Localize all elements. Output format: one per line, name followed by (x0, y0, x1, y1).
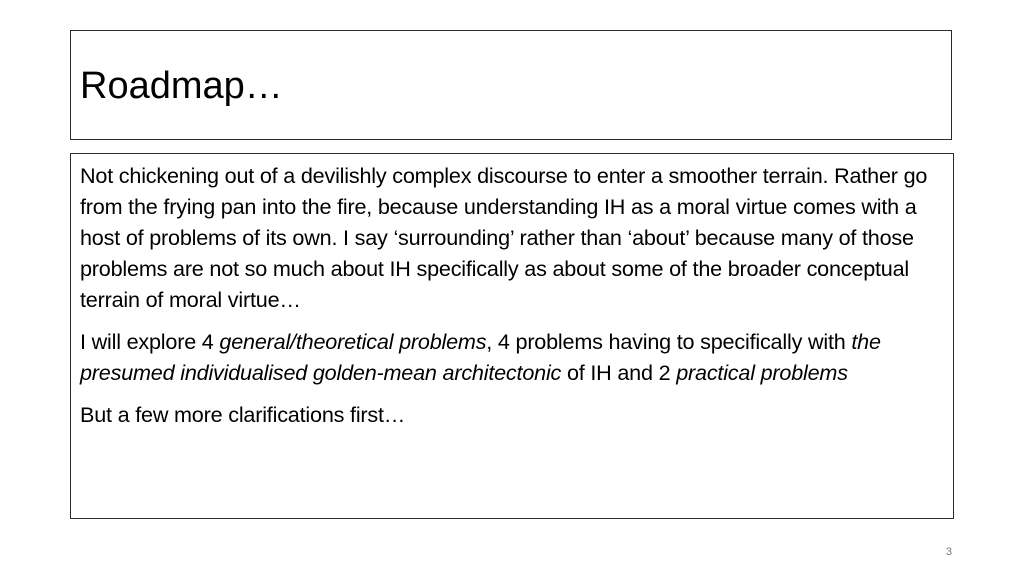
plan-emphasis-architectonic: the presumed individualised golden-mean architectonic (80, 329, 881, 385)
content-placeholder (70, 153, 954, 519)
plan-text-3: of IH and 2 (561, 360, 677, 385)
title-placeholder (70, 30, 952, 140)
body-paragraph-intro: Not chickening out of a devilishly complex discourse to enter a smoother terrain. Rather go from the frying pan into the fire, because understanding IH as a moral virtue comes with a host of problems of its own. I say ‘surrounding’ rather than ‘about’ because many of those problems are not so much about IH specifically as about some of the broader conceptual terrain of moral virtue… (80, 163, 928, 312)
slide-number: 3 (945, 546, 952, 558)
plan-text-1: I will explore 4 (80, 329, 220, 354)
plan-text-2: , 4 problems having to specifically with (486, 329, 852, 354)
plan-emphasis-practical: practical problems (676, 360, 848, 385)
slide-title: Roadmap… (80, 65, 283, 107)
body-paragraph-plan (80, 326, 945, 388)
plan-emphasis-general: general/theoretical problems (219, 329, 487, 354)
body-paragraph-clarifications: But a few more clarifications first… (80, 402, 406, 427)
